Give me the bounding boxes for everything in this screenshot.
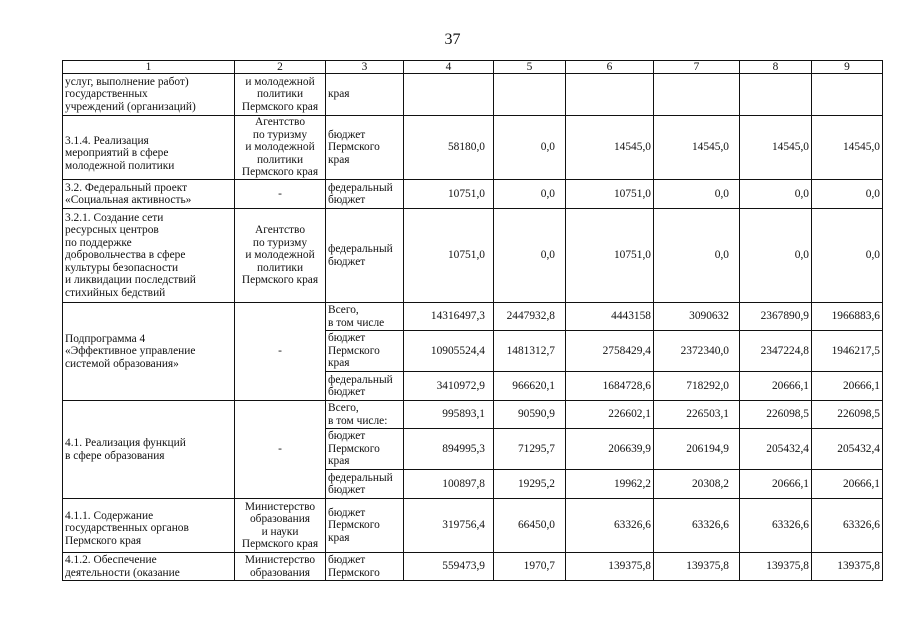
amount-cell: 14545,0 [812, 116, 883, 180]
amount-cell: 995893,1 [404, 401, 494, 429]
column-number: 4 [404, 61, 494, 74]
amount-cell [404, 74, 494, 116]
funding-source-cell: федеральный бюджет [326, 470, 404, 499]
column-number: 3 [326, 61, 404, 74]
column-number: 2 [235, 61, 326, 74]
amount-cell: 0,0 [654, 209, 740, 303]
activity-name-cell: 4.1. Реализация функций в сфере образования [63, 401, 235, 499]
amount-cell: 0,0 [812, 180, 883, 209]
executor-cell: - [235, 180, 326, 209]
amount-cell: 0,0 [654, 180, 740, 209]
funding-source-cell: федеральный бюджет [326, 372, 404, 401]
column-number: 6 [566, 61, 654, 74]
amount-cell [740, 74, 812, 116]
amount-cell: 226098,5 [740, 401, 812, 429]
amount-cell: 4443158 [566, 303, 654, 331]
table-row [63, 116, 883, 180]
amount-cell: 10751,0 [566, 180, 654, 209]
amount-cell: 206639,9 [566, 429, 654, 470]
amount-cell: 1946217,5 [812, 331, 883, 372]
funding-source-cell: бюджет Пермского края [326, 116, 404, 180]
amount-cell: 139375,8 [654, 553, 740, 581]
amount-cell: 1970,7 [494, 553, 566, 581]
executor-cell: Агентство по туризму и молодежной политики Пермского края [235, 116, 326, 180]
amount-cell: 2758429,4 [566, 331, 654, 372]
amount-cell: 206194,9 [654, 429, 740, 470]
amount-cell [654, 74, 740, 116]
executor-cell: - [235, 303, 326, 401]
amount-cell: 10751,0 [404, 209, 494, 303]
page-number: 37 [444, 31, 461, 48]
activity-name-cell: услуг, выполнение работ) государственных учреждений (организаций) [63, 74, 235, 116]
amount-cell: 20666,1 [740, 372, 812, 401]
amount-cell: 139375,8 [566, 553, 654, 581]
amount-cell: 0,0 [494, 116, 566, 180]
amount-cell: 90590,9 [494, 401, 566, 429]
amount-cell: 0,0 [740, 209, 812, 303]
column-number: 7 [654, 61, 740, 74]
funding-source-cell: бюджет Пермского края [326, 331, 404, 372]
amount-cell: 3410972,9 [404, 372, 494, 401]
table-row [63, 74, 883, 116]
table-row [63, 499, 883, 553]
activity-name-cell: 3.2. Федеральный проект «Социальная активность» [63, 180, 235, 209]
amount-cell: 10751,0 [566, 209, 654, 303]
funding-source-cell: Всего, в том числе [326, 303, 404, 331]
column-number-row [63, 61, 883, 74]
amount-cell: 63326,6 [566, 499, 654, 553]
executor-cell: и молодежной политики Пермского края [235, 74, 326, 116]
column-number: 5 [494, 61, 566, 74]
funding-source-cell: бюджет Пермского края [326, 429, 404, 470]
executor-cell: Министерство образования [235, 553, 326, 581]
funding-source-cell: федеральный бюджет [326, 180, 404, 209]
table-row [63, 553, 883, 581]
amount-cell: 2347224,8 [740, 331, 812, 372]
amount-cell: 63326,6 [812, 499, 883, 553]
executor-cell: Министерство образования и науки Пермского края [235, 499, 326, 553]
amount-cell: 20666,1 [740, 470, 812, 499]
amount-cell: 1966883,6 [812, 303, 883, 331]
amount-cell: 100897,8 [404, 470, 494, 499]
funding-source-cell: бюджет Пермского [326, 553, 404, 581]
amount-cell: 58180,0 [404, 116, 494, 180]
amount-cell [566, 74, 654, 116]
amount-cell: 20666,1 [812, 470, 883, 499]
table-row [63, 180, 883, 209]
amount-cell: 966620,1 [494, 372, 566, 401]
amount-cell: 19295,2 [494, 470, 566, 499]
activity-name-cell: Подпрограмма 4 «Эффективное управление системой образования» [63, 303, 235, 401]
amount-cell: 226503,1 [654, 401, 740, 429]
activity-name-cell: 3.2.1. Создание сети ресурсных центров по поддержке добровольчества в сфере культуры безопасности и ликвидации последствий стихийных бедствий [63, 209, 235, 303]
amount-cell: 71295,7 [494, 429, 566, 470]
amount-cell: 63326,6 [740, 499, 812, 553]
amount-cell: 1481312,7 [494, 331, 566, 372]
amount-cell: 14545,0 [740, 116, 812, 180]
activity-name-cell: 4.1.2. Обеспечение деятельности (оказание [63, 553, 235, 581]
amount-cell: 226098,5 [812, 401, 883, 429]
column-number: 8 [740, 61, 812, 74]
amount-cell: 14316497,3 [404, 303, 494, 331]
table-row [63, 303, 883, 331]
amount-cell: 319756,4 [404, 499, 494, 553]
amount-cell: 63326,6 [654, 499, 740, 553]
amount-cell: 0,0 [494, 180, 566, 209]
activity-name-cell: 3.1.4. Реализация мероприятий в сфере молодежной политики [63, 116, 235, 180]
funding-source-cell: края [326, 74, 404, 116]
amount-cell: 10905524,4 [404, 331, 494, 372]
funding-source-cell: Всего, в том числе: [326, 401, 404, 429]
amount-cell [812, 74, 883, 116]
amount-cell: 14545,0 [654, 116, 740, 180]
funding-source-cell: бюджет Пермского края [326, 499, 404, 553]
column-number: 1 [63, 61, 235, 74]
amount-cell: 0,0 [812, 209, 883, 303]
amount-cell: 20308,2 [654, 470, 740, 499]
amount-cell: 2372340,0 [654, 331, 740, 372]
amount-cell: 718292,0 [654, 372, 740, 401]
column-number: 9 [812, 61, 883, 74]
amount-cell: 1684728,6 [566, 372, 654, 401]
amount-cell: 19962,2 [566, 470, 654, 499]
amount-cell: 0,0 [494, 209, 566, 303]
amount-cell: 0,0 [740, 180, 812, 209]
amount-cell: 205432,4 [740, 429, 812, 470]
amount-cell: 2367890,9 [740, 303, 812, 331]
table-row [63, 209, 883, 303]
activity-name-cell: 4.1.1. Содержание государственных органов Пермского края [63, 499, 235, 553]
amount-cell [494, 74, 566, 116]
funding-source-cell: федеральный бюджет [326, 209, 404, 303]
table-row [63, 401, 883, 429]
amount-cell: 20666,1 [812, 372, 883, 401]
amount-cell: 14545,0 [566, 116, 654, 180]
amount-cell: 559473,9 [404, 553, 494, 581]
amount-cell: 894995,3 [404, 429, 494, 470]
amount-cell: 3090632 [654, 303, 740, 331]
amount-cell: 139375,8 [740, 553, 812, 581]
amount-cell: 66450,0 [494, 499, 566, 553]
amount-cell: 10751,0 [404, 180, 494, 209]
amount-cell: 139375,8 [812, 553, 883, 581]
budget-table [62, 60, 883, 581]
amount-cell: 205432,4 [812, 429, 883, 470]
executor-cell: - [235, 401, 326, 499]
amount-cell: 226602,1 [566, 401, 654, 429]
amount-cell: 2447932,8 [494, 303, 566, 331]
executor-cell: Агентство по туризму и молодежной политики Пермского края [235, 209, 326, 303]
